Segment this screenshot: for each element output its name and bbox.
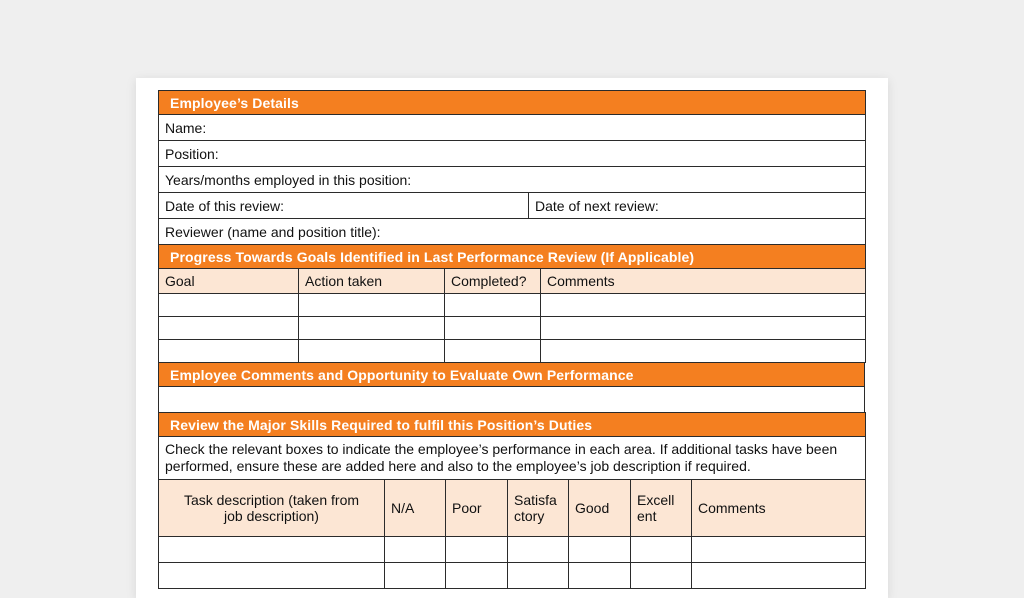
skills-header: Review the Major Skills Required to fulfil this Position’s Duties	[159, 413, 866, 437]
comments-cell[interactable]	[541, 294, 866, 317]
completed-cell[interactable]	[445, 317, 541, 340]
table-row	[159, 340, 866, 363]
date-of-next-review-field[interactable]: Date of next review:	[529, 193, 866, 219]
name-field[interactable]: Name:	[159, 115, 866, 141]
good-column-header: Good	[569, 480, 631, 537]
skills-table	[158, 412, 866, 589]
employee-comments-table	[158, 362, 865, 413]
comments-cell[interactable]	[541, 340, 866, 363]
goal-column-header: Goal	[159, 269, 299, 294]
excellent-checkbox-cell[interactable]	[631, 563, 692, 589]
position-field[interactable]: Position:	[159, 141, 866, 167]
good-checkbox-cell[interactable]	[569, 563, 631, 589]
performance-review-form	[158, 90, 865, 589]
completed-cell[interactable]	[445, 294, 541, 317]
goal-cell[interactable]	[159, 340, 299, 363]
employee-details-header: Employee’s Details	[159, 91, 866, 115]
date-of-review-field[interactable]: Date of this review:	[159, 193, 529, 219]
action-cell[interactable]	[299, 340, 445, 363]
employee-details-table	[158, 90, 866, 245]
form-page	[136, 78, 888, 598]
progress-header: Progress Towards Goals Identified in Last Performance Review (If Applicable)	[159, 245, 866, 269]
comments-column-header: Comments	[541, 269, 866, 294]
poor-checkbox-cell[interactable]	[446, 563, 508, 589]
task-cell[interactable]	[159, 563, 385, 589]
table-row	[159, 537, 866, 563]
skills-instructions: Check the relevant boxes to indicate the employee’s performance in each area. If additional tasks have been performed, ensure these are added here and also to the employee’s job description if required.	[159, 437, 866, 480]
task-description-column-header: Task description (taken from job description)	[159, 480, 385, 537]
completed-column-header: Completed?	[445, 269, 541, 294]
poor-checkbox-cell[interactable]	[446, 537, 508, 563]
excellent-column-header: Excell ent	[631, 480, 692, 537]
goal-cell[interactable]	[159, 317, 299, 340]
years-employed-field[interactable]: Years/months employed in this position:	[159, 167, 866, 193]
skills-comments-cell[interactable]	[692, 537, 866, 563]
good-checkbox-cell[interactable]	[569, 537, 631, 563]
action-taken-column-header: Action taken	[299, 269, 445, 294]
action-cell[interactable]	[299, 317, 445, 340]
skills-comments-cell[interactable]	[692, 563, 866, 589]
na-column-header: N/A	[385, 480, 446, 537]
completed-cell[interactable]	[445, 340, 541, 363]
na-checkbox-cell[interactable]	[385, 537, 446, 563]
comments-cell[interactable]	[541, 317, 866, 340]
satisfactory-column-header: Satisfa ctory	[508, 480, 569, 537]
employee-comments-field[interactable]	[159, 387, 865, 413]
na-checkbox-cell[interactable]	[385, 563, 446, 589]
poor-column-header: Poor	[446, 480, 508, 537]
employee-comments-header: Employee Comments and Opportunity to Evaluate Own Performance	[159, 363, 865, 387]
progress-table	[158, 244, 866, 363]
satisfactory-checkbox-cell[interactable]	[508, 537, 569, 563]
table-row	[159, 317, 866, 340]
excellent-checkbox-cell[interactable]	[631, 537, 692, 563]
action-cell[interactable]	[299, 294, 445, 317]
skills-comments-column-header: Comments	[692, 480, 866, 537]
reviewer-field[interactable]: Reviewer (name and position title):	[159, 219, 866, 245]
goal-cell[interactable]	[159, 294, 299, 317]
task-cell[interactable]	[159, 537, 385, 563]
satisfactory-checkbox-cell[interactable]	[508, 563, 569, 589]
table-row	[159, 563, 866, 589]
table-row	[159, 294, 866, 317]
